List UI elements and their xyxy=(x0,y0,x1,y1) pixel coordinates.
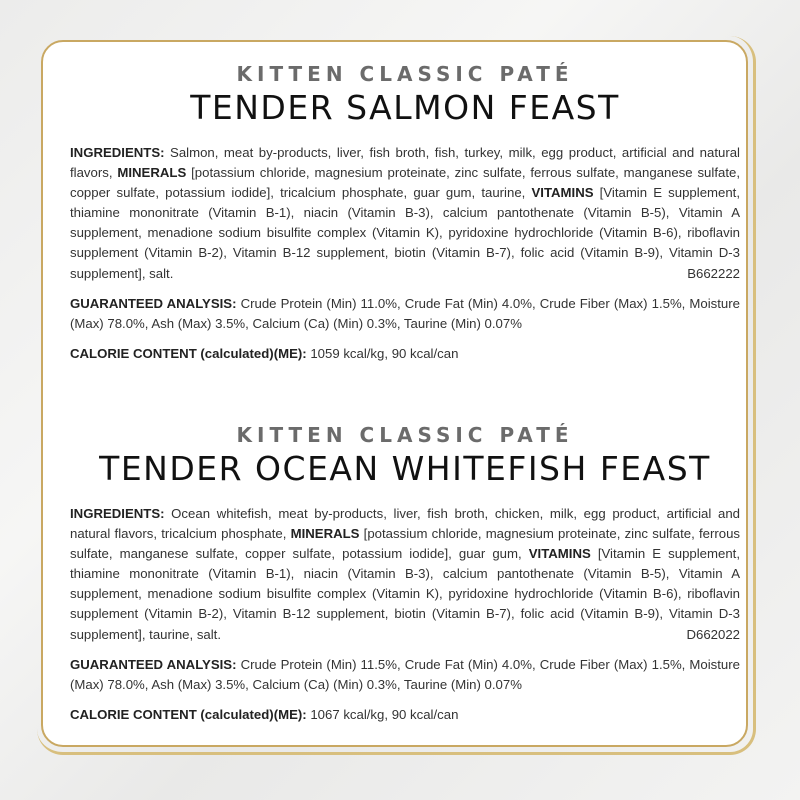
ingredients-text-b: [potassium chloride, magnesium proteinate, zinc sulfate, ferrous sulfate, manganese sulfate, copper sulfate, potassium iodide], tricalcium phosphate, guar gum, taurine, xyxy=(70,165,740,201)
product-title: TENDER OCEAN WHITEFISH FEAST xyxy=(99,449,711,488)
calorie-paragraph xyxy=(70,705,740,725)
calorie-text: 1067 kcal/kg, 90 kcal/can xyxy=(306,706,459,722)
analysis-text: Crude Protein (Min) 11.0%, Crude Fat (Min) 4.0%, Crude Fiber (Max) 1.5%, Moisture (Max) 78.0%, Ash (Max) 3.5%, Calcium (Ca) (Min) 0.3%, Taurine (Min) 0.07% xyxy=(70,295,740,331)
calorie-text: 1059 kcal/kg, 90 kcal/can xyxy=(306,345,459,361)
ingredients-label: INGREDIENTS: xyxy=(70,145,165,160)
batch-code: B662222 xyxy=(687,265,740,281)
analysis-paragraph xyxy=(70,294,740,334)
product-kicker: KITTEN CLASSIC PATÉ xyxy=(236,62,574,86)
ingredients-paragraph xyxy=(70,143,740,284)
product-kicker: KITTEN CLASSIC PATÉ xyxy=(236,423,574,447)
ingredients-text-c: [Vitamin E supplement, thiamine mononitrate (Vitamin B-1), niacin (Vitamin B-3), calcium pantothenate (Vitamin B-5), Vitamin A supplement, menadione sodium bisulfite complex (Vitamin K), pyridoxine hydrochloride (Vitamin B-6), riboflavin supplement (Vitamin B-2), Vitamin B-12 supplement, biotin (Vitamin B-7), folic acid (Vitamin B-9), Vitamin D-3 supplement], salt. xyxy=(70,185,741,281)
vitamins-label: VITAMINS xyxy=(528,546,591,562)
ingredients-text-b: [potassium chloride, magnesium proteinate, zinc sulfate, ferrous sulfate, manganese sulfate, copper sulfate, potassium iodide], guar gum, xyxy=(70,526,740,562)
calorie-paragraph xyxy=(70,344,740,364)
product-section-salmon xyxy=(70,62,740,374)
ingredients-text-a: Salmon, meat by-products, liver, fish broth, fish, turkey, milk, egg product, artificial and natural flavors, xyxy=(70,145,740,181)
analysis-label: GUARANTEED ANALYSIS: xyxy=(70,656,237,672)
vitamins-label: VITAMINS xyxy=(531,185,594,201)
analysis-label: GUARANTEED ANALYSIS: xyxy=(70,295,237,311)
calorie-label: CALORIE CONTENT (calculated)(ME): xyxy=(70,706,307,722)
ingredients-label: INGREDIENTS: xyxy=(70,506,165,521)
product-section-whitefish xyxy=(70,423,740,735)
ingredients-text-c: [Vitamin E supplement, thiamine mononitrate (Vitamin B-1), niacin (Vitamin B-3), calcium pantothenate (Vitamin B-5), Vitamin A supplement, menadione sodium bisulfite complex (Vitamin K), pyridoxine hydrochloride (Vitamin B-6), riboflavin supplement (Vitamin B-2), Vitamin B-12 supplement, biotin (Vitamin B-7), folic acid (Vitamin B-9), Vitamin D-3 supplement], taurine, salt. xyxy=(70,546,740,642)
minerals-label: MINERALS xyxy=(117,165,187,181)
analysis-text: Crude Protein (Min) 11.5%, Crude Fat (Min) 4.0%, Crude Fiber (Max) 1.5%, Moisture (Max) 78.0%, Ash (Max) 3.5%, Calcium (Ca) (Min) 0.3%, Taurine (Min) 0.07% xyxy=(70,656,740,692)
batch-code: D662022 xyxy=(686,626,740,642)
product-title: TENDER SALMON FEAST xyxy=(190,88,620,127)
ingredients-paragraph xyxy=(70,504,740,645)
ingredients-text-a: Ocean whitefish, meat by-products, liver, fish broth, chicken, milk, egg product, artificial and natural flavors, tricalcium phosphate, xyxy=(70,506,740,542)
minerals-label: MINERALS xyxy=(290,526,360,542)
analysis-paragraph xyxy=(70,655,740,695)
calorie-label: CALORIE CONTENT (calculated)(ME): xyxy=(70,345,307,361)
